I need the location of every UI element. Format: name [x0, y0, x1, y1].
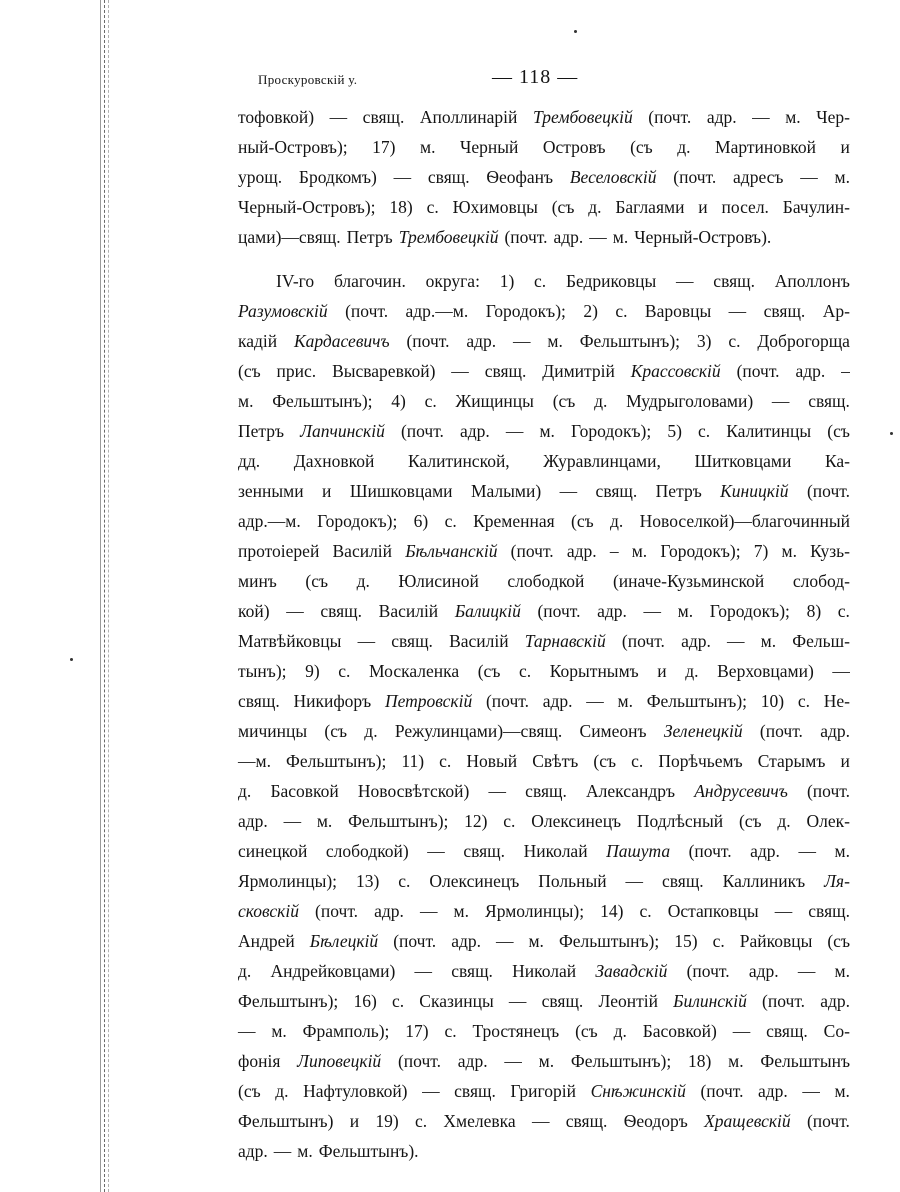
- text-line: кой) — свящ. Василій Балицкій (почт. адр. — м. Городокъ); 8) с.: [238, 601, 850, 621]
- text-line: Петръ Лапчинскій (почт. адр. — м. Городокъ); 5) с. Калитинцы (съ: [238, 421, 850, 441]
- text-line: Черный-Островъ); 18) с. Юхимовцы (съ д. Баглаями и посел. Бачулин-: [238, 197, 850, 217]
- running-head-place: Проскуровскій у.: [258, 72, 358, 87]
- text-line: мичинцы (съ д. Режулинцами)—свящ. Симеонъ Зеленецкій (почт. адр.: [238, 721, 850, 741]
- paragraph: [238, 266, 850, 1166]
- text-line: цами)—свящ. Петръ Трембовецкій (почт. адр. — м. Черный-Островъ).: [238, 227, 772, 247]
- text-line: м. Фельштынъ); 4) с. Жищинцы (съ д. Мудрыголовами) — свящ.: [238, 391, 850, 411]
- text-line: д. Басовкой Новосвѣтской) — свящ. Александръ Андрусевичъ (почт.: [238, 781, 850, 801]
- text-line: фонія Липовецкій (почт. адр. — м. Фельштынъ); 18) м. Фельштынъ: [238, 1051, 850, 1071]
- text-line: тофовкой) — свящ. Аполлинарій Трембовецкій (почт. адр. — м. Чер-: [238, 107, 850, 127]
- text-line: сковскій (почт. адр. — м. Ярмолинцы); 14) с. Остапковцы — свящ.: [238, 901, 850, 921]
- text-line: синецкой слободкой) — свящ. Николай Пашута (почт. адр. — м.: [238, 841, 850, 861]
- text-line: тынъ); 9) с. Москаленка (съ с. Корытнымъ и д. Верховцами) —: [238, 661, 850, 681]
- text-line: (съ д. Нафтуловкой) — свящ. Григорій Снѣжинскій (почт. адр. — м.: [238, 1081, 850, 1101]
- running-head: [238, 66, 848, 96]
- scan-speck: [70, 658, 73, 661]
- scan-speck: [890, 432, 893, 435]
- text-line: Разумовскій (почт. адр.—м. Городокъ); 2) с. Варовцы — свящ. Ар-: [238, 301, 850, 321]
- paragraph: [238, 102, 850, 252]
- text-line: кадій Кардасевичъ (почт. адр. — м. Фельштынъ); 3) с. Доброгорща: [238, 331, 850, 351]
- scan-speck: [574, 30, 577, 33]
- text-line: урощ. Бродкомъ) — свящ. Ѳеофанъ Веселовскій (почт. адресъ — м.: [238, 167, 850, 187]
- text-line: адр.—м. Городокъ); 6) с. Кременная (съ д. Новоселкой)—благочинный: [238, 511, 850, 531]
- text-line: минъ (съ д. Юлисиной слободкой (иначе-Кузьминской слобод-: [238, 571, 850, 591]
- text-line: адр. — м. Фельштынъ); 12) с. Олексинецъ Подлѣсный (съ д. Олек-: [238, 811, 850, 831]
- text-line: свящ. Никифоръ Петровскій (почт. адр. — м. Фельштынъ); 10) с. Не-: [238, 691, 850, 711]
- text-line: Андрей Бѣлецкій (почт. адр. — м. Фельштынъ); 15) с. Райковцы (съ: [238, 931, 850, 951]
- text-line: ный-Островъ); 17) м. Черный Островъ (съ д. Мартиновкой и: [238, 137, 850, 157]
- text-line: — м. Фрамполь); 17) с. Тростянецъ (съ д. Басовкой) — свящ. Со-: [238, 1021, 850, 1041]
- text-line: IV-го благочин. округа: 1) с. Бедриковцы — свящ. Аполлонъ: [276, 271, 850, 291]
- text-line: (съ прис. Высваревкой) — свящ. Димитрій Крассовскій (почт. адр. –: [238, 361, 850, 381]
- text-line: Ярмолинцы); 13) с. Олексинецъ Польный — свящ. Каллиникъ Ля-: [238, 871, 850, 891]
- body-text: [238, 102, 850, 1166]
- page-number: — 118 —: [492, 66, 579, 88]
- text-line: Матвѣйковцы — свящ. Василій Тарнавскій (почт. адр. — м. Фельш-: [238, 631, 850, 651]
- text-line: Фельштынъ) и 19) с. Хмелевка — свящ. Ѳеодоръ Хращевскій (почт.: [238, 1111, 850, 1131]
- binding-edge: [98, 0, 110, 1192]
- text-line: д. Андрейковцами) — свящ. Николай Завадскій (почт. адр. — м.: [238, 961, 850, 981]
- text-line: —м. Фельштынъ); 11) с. Новый Свѣтъ (съ с. Порѣчьемъ Старымъ и: [238, 751, 850, 771]
- paragraph-gap: [238, 252, 850, 266]
- text-line: адр. — м. Фельштынъ).: [238, 1141, 419, 1161]
- text-line: Фельштынъ); 16) с. Сказинцы — свящ. Леонтій Билинскій (почт. адр.: [238, 991, 850, 1011]
- text-line: дд. Дахновкой Калитинской, Журавлинцами, Шитковцами Ка-: [238, 451, 850, 471]
- text-line: зенными и Шишковцами Малыми) — свящ. Петръ Киницкій (почт.: [238, 481, 850, 501]
- text-line: протоіерей Василій Бѣльчанскій (почт. адр. – м. Городокъ); 7) м. Кузь-: [238, 541, 850, 561]
